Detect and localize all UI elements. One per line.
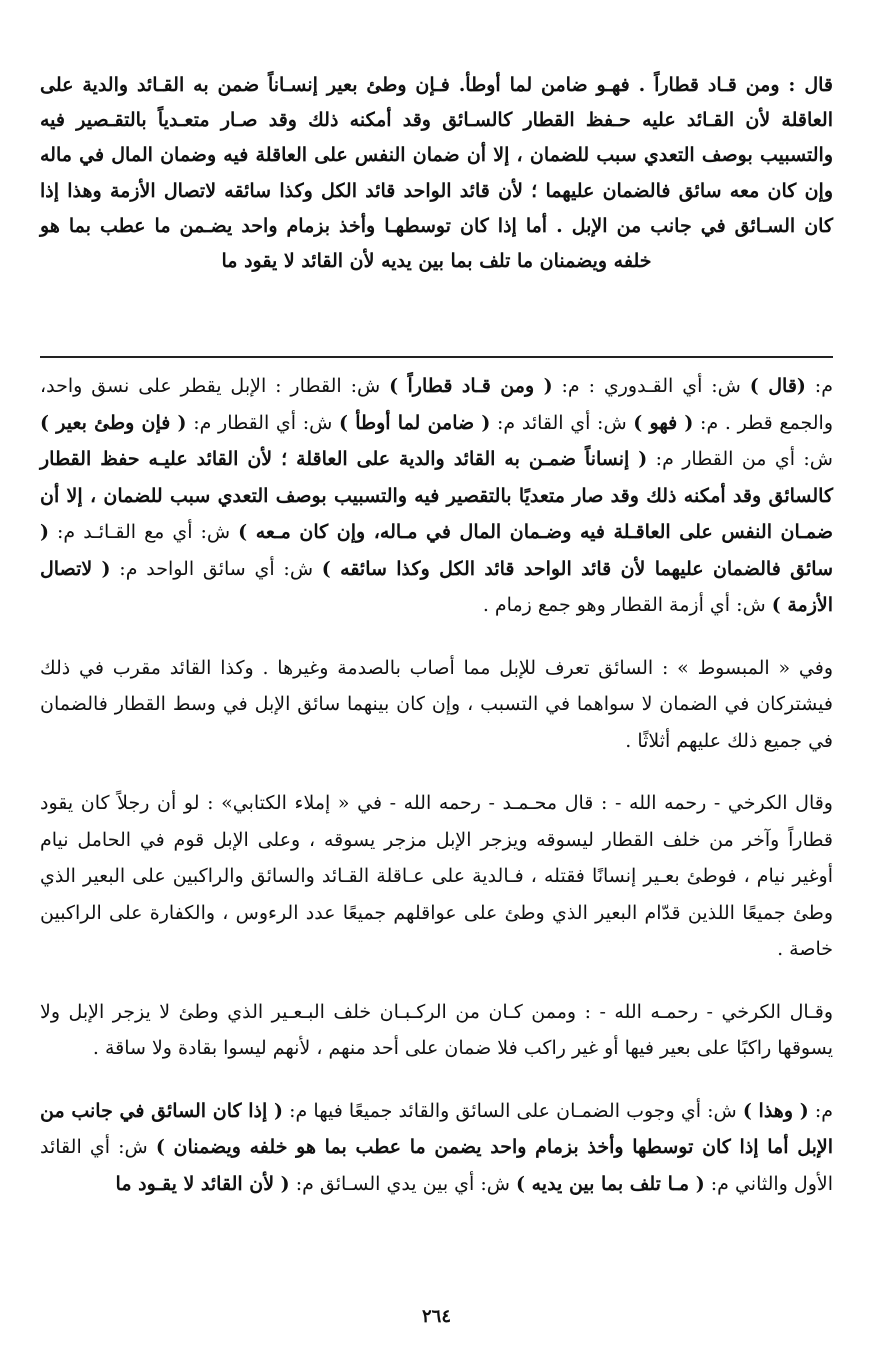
quoted-matn-segment: ( إنساناً ضمـن به القائد والدية على العاقلة ؛ لأن القائد عليـه حفظ القطار كالسائق وقد أمكنه ذلك وقد صار متعديًا بالتقصير فيه والتسبيب بوصف التعدي سبب للضمان ، إلا أن ضمـان النفس على العاقـلة فيه وضـمان المال في مـاله، وإن كان مـعه ) xyxy=(40,448,833,543)
quoted-matn-segment: ( ومن قـاد قطاراً ) xyxy=(389,375,553,397)
commentary-paragraph xyxy=(40,785,833,968)
commentary-paragraph xyxy=(40,1093,833,1203)
commentary-segment: ش: أي أزمة القطار وهو جمع زمام . xyxy=(482,594,772,616)
quoted-matn-segment: ( مـا تلف بما بين يديه ) xyxy=(515,1172,705,1195)
quoted-matn-segment: ( فهو ) xyxy=(633,411,694,434)
commentary-segment: ش: أي بين يدي السـائق م: xyxy=(289,1172,516,1195)
matn-text: قال : ومن قـاد قطاراً . فهـو ضامن لما أوطأ. فـإن وطئ بعير إنسـاناً ضمن به القـائد والدية على العاقلة لأن القـائد عليه حـفظ القطار كالسـائق وقد أمكنه ذلك وقد صـار متعـدياً بالتقـصير فيه والتسبيب بوصف التعدي سبب للضمان ، إلا أن ضمان النفس على العاقلة فيه وضمان المال في ماله وإن كان معه سائق فالضمان عليهما ؛ لأن قائد الواحد قائد الكل وكذا سائقه لاتصال الأزمة وهذا إذا كان السـائق في جانب من الإبل . أما إذا كان توسطهـا وأخذ بزمام واحد يضـمن ما عطب بما هو خلفه ويضمنان ما تلف بما بين يديه لأن القائد لا يقود ما xyxy=(40,74,833,273)
commentary-segment: ش: القطار : الإبل يقطر على نسق واحد، والجمع قطر . م: xyxy=(40,375,833,434)
commentary-segment: م: xyxy=(805,375,833,397)
quoted-matn-segment: ( إذا كان السائق في جانب من الإبل أما إذا كان توسطها وأخذ بزمام واحد يضمن ما عطب بما هو خلفه ويضمنان ) xyxy=(40,1099,833,1158)
commentary-block xyxy=(40,368,833,1202)
main-text-block xyxy=(40,68,833,279)
commentary-segment: ش: أي وجوب الضمـان على السائق والقائد جميعًا فيها م: xyxy=(283,1099,743,1122)
commentary-segment: وقال الكرخي - رحمه الله - : قال محـمـد - رحمه الله - في « إملاء الكتابي» : لو أن رجلاً كان يقود قطاراً وآخر من خلف القطار ليسوقه ويزجر الإبل مزجر يسوقه ، وعلى الإبل قوم في الحامل نيام أوغير نيام ، فوطئ بعـير إنسانًا فقتله ، فـالدية على عـاقلة القـائد والسائق والراكبين على البعير الذي وطئ جميعًا اللذين قدّام البعير الذي وطئ على عواقلهم جميعًا عدد الرءوس ، والكفارة على الراكبين خاصة . xyxy=(40,792,833,960)
commentary-paragraph xyxy=(40,368,833,624)
commentary-segment: وفي « المبسوط » : السائق تعرف للإبل مما أصاب بالصدمة وغيرها . وكذا القائد مقرب في ذلك فيشتركان في الضمان لا سواهما في التسبب ، وإن كان بينهما سائق الإبل في وسط القطار فالضمان في جميع ذلك عليهم أثلاثًا . xyxy=(40,656,833,752)
quoted-matn-segment: ( وهذا ) xyxy=(742,1099,809,1122)
commentary-paragraph xyxy=(40,994,833,1067)
quoted-matn-segment: (قال ) xyxy=(749,375,806,397)
quoted-matn-segment: ( لاتصال الأزمة ) xyxy=(40,557,833,616)
commentary-segment: ش: أي القائد الأول والثاني م: xyxy=(40,1136,833,1195)
commentary-segment: ش: أي القطار م: xyxy=(186,411,339,434)
commentary-segment: ش: أي من القطار م: xyxy=(647,448,833,470)
page-number: ٢٦٤ xyxy=(421,1306,451,1327)
commentary-segment: وقـال الكرخي - رحمـه الله - : وممن كـان من الركـبـان خلف البـعـير الذي وطئ لا يزجر الإبل ولا يسوقها راكبًا على بعير فيها أو غير راكب فلا ضمان على أحد منهم ، لأنهم ليسوا بقادة ولا ساقة . xyxy=(40,1000,833,1059)
commentary-segment: ش: أي القـدوري : م: xyxy=(552,375,750,397)
commentary-segment: ش: أي سائق الواحد م: xyxy=(110,557,322,580)
quoted-matn-segment: ( فإن وطئ بعير ) xyxy=(40,411,187,434)
quoted-matn-segment: ( ضامن لما أوطأ ) xyxy=(338,411,491,434)
commentary-segment: ش: أي مع القـائـد م: xyxy=(49,521,239,543)
commentary-segment: م: xyxy=(808,1099,833,1122)
quoted-matn-segment: ( لأن القائد لا يقـود ما xyxy=(115,1172,290,1195)
separator-line xyxy=(40,356,833,358)
commentary-paragraph xyxy=(40,650,833,760)
commentary-segment: ش: أي القائد م: xyxy=(490,411,634,434)
quoted-matn-segment: ( سائق فالضمان عليهما لأن قائد الواحد قائد الكل وكذا سائقه ) xyxy=(40,521,833,580)
